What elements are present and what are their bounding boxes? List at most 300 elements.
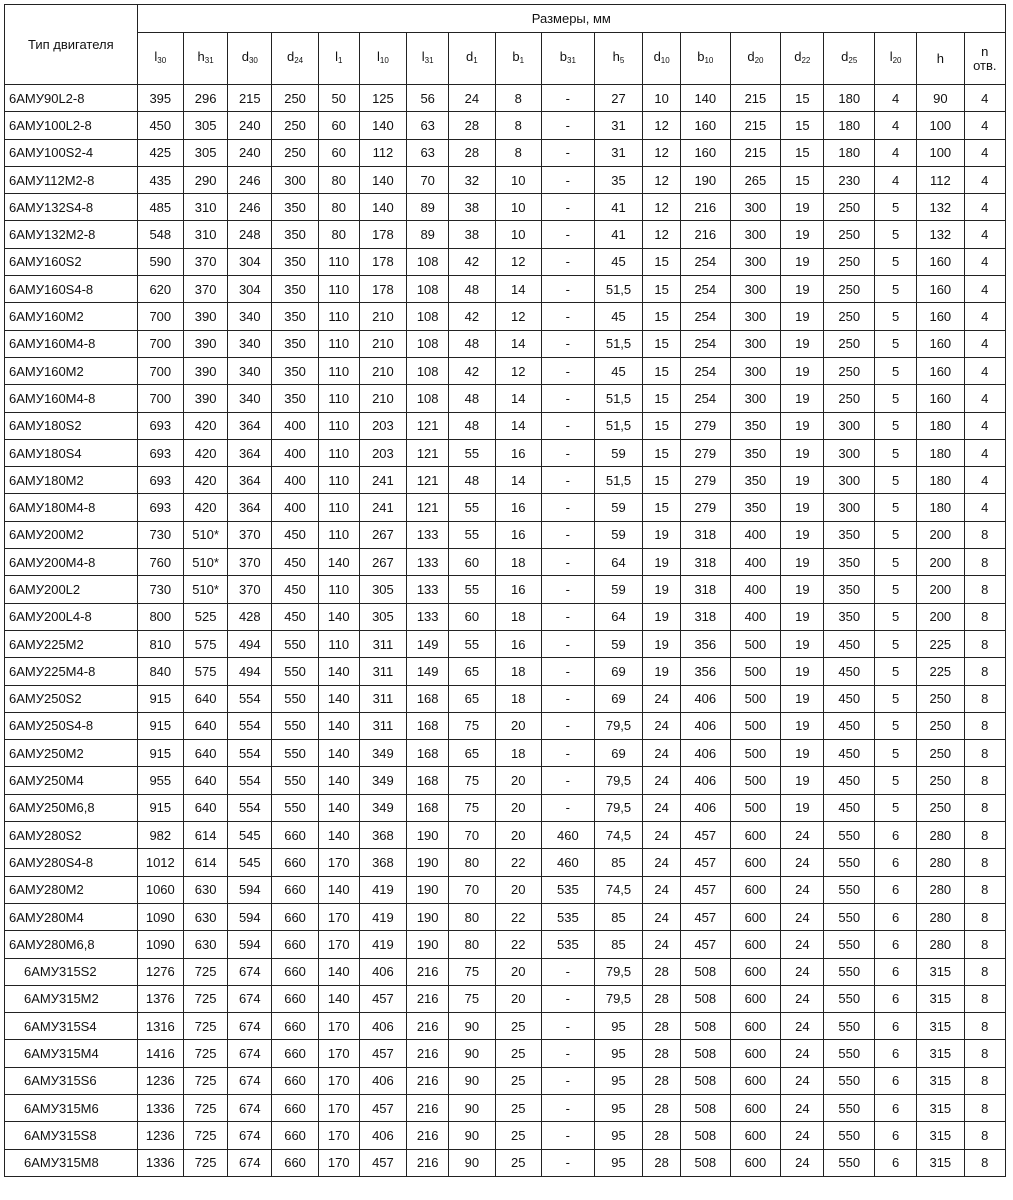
- table-row: [5, 630, 1006, 657]
- dimension-cell: 79,5: [594, 712, 643, 739]
- dimension-cell: 349: [359, 794, 406, 821]
- dimension-cell: 508: [681, 1149, 731, 1176]
- dimension-cell: 14: [495, 412, 541, 439]
- dimension-cell: 550: [824, 903, 875, 930]
- dimension-cell: 160: [681, 139, 731, 166]
- dimension-cell: 80: [449, 931, 495, 958]
- dimension-cell: 660: [272, 1040, 318, 1067]
- column-header: [594, 33, 643, 85]
- dimension-cell: 225: [917, 658, 964, 685]
- dimension-cell: 457: [681, 822, 731, 849]
- dimension-cell: 340: [228, 303, 272, 330]
- dimension-cell: 640: [183, 712, 227, 739]
- dimension-cell: -: [541, 794, 594, 821]
- dimension-cell: 318: [681, 603, 731, 630]
- dimension-cell: 28: [643, 985, 681, 1012]
- dimension-cell: 554: [228, 767, 272, 794]
- table-row: [5, 876, 1006, 903]
- dimension-cell: 457: [681, 876, 731, 903]
- dimension-cell: 406: [681, 740, 731, 767]
- dimension-cell: 5: [875, 439, 917, 466]
- dimension-cell: 51,5: [594, 385, 643, 412]
- dimension-cell: 180: [917, 439, 964, 466]
- dimension-cell: 100: [917, 112, 964, 139]
- dimension-cell: 310: [183, 221, 227, 248]
- dimension-cell: 75: [449, 985, 495, 1012]
- dimension-cell: -: [541, 767, 594, 794]
- dimension-cell: 27: [594, 85, 643, 112]
- dimension-cell: 19: [781, 603, 824, 630]
- dimension-cell: 500: [730, 740, 781, 767]
- motor-type-cell: 6АМУ200M2: [5, 521, 138, 548]
- dimension-cell: -: [541, 412, 594, 439]
- dimension-cell: 725: [183, 1067, 227, 1094]
- dimension-cell: 660: [272, 903, 318, 930]
- table-row: [5, 194, 1006, 221]
- dimension-cell: 548: [137, 221, 183, 248]
- table-row: [5, 330, 1006, 357]
- dimension-cell: 340: [228, 357, 272, 384]
- column-header-symbol: b: [512, 48, 520, 64]
- dimension-cell: 4: [964, 330, 1005, 357]
- dimension-cell: 24: [781, 931, 824, 958]
- dimension-cell: 674: [228, 1040, 272, 1067]
- dimension-cell: -: [541, 494, 594, 521]
- dimension-cell: 140: [318, 985, 359, 1012]
- dimension-cell: 508: [681, 1094, 731, 1121]
- dimension-cell: 406: [681, 685, 731, 712]
- dimension-cell: 693: [137, 439, 183, 466]
- dimension-cell: 457: [359, 1040, 406, 1067]
- dimension-cell: 24: [781, 1094, 824, 1121]
- dimension-cell: 15: [643, 276, 681, 303]
- dimension-cell: 79,5: [594, 985, 643, 1012]
- dimension-cell: 180: [824, 112, 875, 139]
- dimension-cell: 16: [495, 521, 541, 548]
- dimension-cell: 168: [407, 712, 449, 739]
- dimension-cell: 65: [449, 685, 495, 712]
- dimension-cell: 660: [272, 1013, 318, 1040]
- dimension-cell: 110: [318, 412, 359, 439]
- dimension-cell: 5: [875, 658, 917, 685]
- dimension-cell: 300: [730, 248, 781, 275]
- dimension-cell: 419: [359, 876, 406, 903]
- dimension-cell: 38: [449, 221, 495, 248]
- dimension-cell: 19: [781, 276, 824, 303]
- dimension-cell: 700: [137, 330, 183, 357]
- dimension-cell: 15: [643, 494, 681, 521]
- dimension-cell: 24: [781, 1013, 824, 1040]
- motor-type-cell: 6АМУ180M4-8: [5, 494, 138, 521]
- column-header: [875, 33, 917, 85]
- dimension-cell: 133: [407, 576, 449, 603]
- dimension-cell: 350: [824, 603, 875, 630]
- column-header-symbol: d: [653, 48, 661, 64]
- table-row: [5, 603, 1006, 630]
- motor-type-cell: 6АМУ160S4-8: [5, 276, 138, 303]
- dimension-cell: 20: [495, 794, 541, 821]
- column-header-symbol: l: [335, 48, 338, 64]
- dimension-cell: 450: [824, 658, 875, 685]
- column-header-subscript: 20: [892, 55, 902, 65]
- column-header-symbol: h: [612, 48, 620, 64]
- dimension-cell: 457: [681, 931, 731, 958]
- dimension-cell: 5: [875, 494, 917, 521]
- table-row: [5, 439, 1006, 466]
- dimension-cell: 19: [781, 658, 824, 685]
- dimension-cell: 110: [318, 330, 359, 357]
- dimension-cell: 48: [449, 276, 495, 303]
- dimension-cell: 390: [183, 357, 227, 384]
- dimension-cell: 250: [824, 248, 875, 275]
- dimension-cell: 280: [917, 903, 964, 930]
- dimension-cell: 280: [917, 931, 964, 958]
- column-header: [917, 33, 964, 85]
- dimension-cell: 121: [407, 494, 449, 521]
- dimension-cell: 178: [359, 276, 406, 303]
- column-header-symbol: d: [794, 48, 802, 64]
- dimension-cell: 318: [681, 549, 731, 576]
- dimension-cell: -: [541, 1122, 594, 1149]
- dimension-cell: 24: [643, 794, 681, 821]
- dimension-cell: 16: [495, 630, 541, 657]
- dimension-cell: 28: [643, 1122, 681, 1149]
- dimension-cell: 41: [594, 221, 643, 248]
- dimension-cell: 4: [964, 276, 1005, 303]
- dimension-cell: 600: [730, 903, 781, 930]
- dimension-cell: 450: [824, 767, 875, 794]
- dimension-cell: 350: [824, 549, 875, 576]
- dimension-cell: -: [541, 712, 594, 739]
- dimension-cell: 108: [407, 303, 449, 330]
- column-header: [137, 33, 183, 85]
- dimension-cell: 45: [594, 357, 643, 384]
- dimension-cell: 48: [449, 330, 495, 357]
- dimension-cell: 250: [824, 194, 875, 221]
- dimension-cell: 180: [824, 85, 875, 112]
- dimension-cell: 15: [643, 439, 681, 466]
- dimension-cell: 24: [643, 849, 681, 876]
- dimension-cell: 554: [228, 685, 272, 712]
- table-row: [5, 521, 1006, 548]
- dimension-cell: 435: [137, 166, 183, 193]
- column-header-note: отв.: [973, 57, 997, 73]
- dimension-cell: 38: [449, 194, 495, 221]
- dimension-cell: 600: [730, 1122, 781, 1149]
- dimension-cell: 660: [272, 876, 318, 903]
- dimension-cell: 5: [875, 330, 917, 357]
- dimension-cell: 550: [824, 1013, 875, 1040]
- dimension-cell: 300: [824, 412, 875, 439]
- dimension-cell: 12: [643, 194, 681, 221]
- column-header-symbol: l: [377, 48, 380, 64]
- column-header-subscript: 1: [337, 55, 343, 65]
- dimension-cell: 500: [730, 794, 781, 821]
- dimension-cell: -: [541, 685, 594, 712]
- dimension-cell: 85: [594, 849, 643, 876]
- dimension-cell: 24: [643, 822, 681, 849]
- dimension-cell: 8: [964, 603, 1005, 630]
- dimension-cell: 614: [183, 822, 227, 849]
- dimension-cell: 420: [183, 439, 227, 466]
- column-header: [359, 33, 406, 85]
- dimension-cell: 19: [781, 385, 824, 412]
- dimension-cell: 400: [272, 494, 318, 521]
- dimension-cell: 95: [594, 1013, 643, 1040]
- dimension-cell: 279: [681, 494, 731, 521]
- dimension-cell: 5: [875, 412, 917, 439]
- dimension-cell: 110: [318, 276, 359, 303]
- dimension-cell: 69: [594, 740, 643, 767]
- dimension-cell: 85: [594, 931, 643, 958]
- dimension-cell: 674: [228, 1122, 272, 1149]
- dimension-cell: 8: [964, 630, 1005, 657]
- dimension-cell: 508: [681, 1013, 731, 1040]
- dimension-cell: 59: [594, 630, 643, 657]
- dimension-cell: 241: [359, 467, 406, 494]
- dimension-cell: -: [541, 357, 594, 384]
- dimension-cell: 5: [875, 357, 917, 384]
- motor-type-header: Тип двигателя: [5, 5, 138, 85]
- dimension-cell: 60: [449, 549, 495, 576]
- dimension-cell: 760: [137, 549, 183, 576]
- column-header: [964, 33, 1005, 85]
- dimension-cell: 6: [875, 1040, 917, 1067]
- dimension-cell: 810: [137, 630, 183, 657]
- dimension-cell: 280: [917, 849, 964, 876]
- dimension-cell: 110: [318, 494, 359, 521]
- dimension-cell: 450: [824, 712, 875, 739]
- dimension-cell: 594: [228, 931, 272, 958]
- dimension-cell: 550: [824, 822, 875, 849]
- dimension-cell: 550: [824, 876, 875, 903]
- dimension-cell: -: [541, 958, 594, 985]
- dimension-cell: 300: [824, 494, 875, 521]
- dimension-cell: 203: [359, 439, 406, 466]
- motor-type-cell: 6АМУ250M2: [5, 740, 138, 767]
- dimension-cell: 215: [730, 112, 781, 139]
- dimension-cell: 8: [964, 822, 1005, 849]
- dimension-cell: 356: [681, 658, 731, 685]
- dimension-cell: 550: [272, 712, 318, 739]
- table-row: [5, 685, 1006, 712]
- column-header-symbol: l: [889, 48, 893, 64]
- motor-type-cell: 6АМУ180S4: [5, 439, 138, 466]
- dimension-cell: 350: [824, 576, 875, 603]
- dimension-cell: 305: [359, 603, 406, 630]
- dimension-cell: 290: [183, 166, 227, 193]
- dimension-cell: 24: [643, 740, 681, 767]
- dimension-cell: 18: [495, 658, 541, 685]
- dimension-cell: 350: [730, 412, 781, 439]
- dimension-cell: 24: [643, 931, 681, 958]
- dimension-cell: 108: [407, 248, 449, 275]
- motor-type-cell: 6АМУ315S6: [5, 1067, 138, 1094]
- dimension-cell: 35: [594, 166, 643, 193]
- table-row: [5, 303, 1006, 330]
- dimension-cell: 79,5: [594, 767, 643, 794]
- dimension-cell: 200: [917, 576, 964, 603]
- dimension-cell: -: [541, 467, 594, 494]
- dimension-cell: 51,5: [594, 412, 643, 439]
- dimension-cell: 45: [594, 303, 643, 330]
- table-row: [5, 903, 1006, 930]
- dimension-cell: 246: [228, 166, 272, 193]
- dimension-cell: -: [541, 439, 594, 466]
- dimension-cell: 25: [495, 1013, 541, 1040]
- dimension-cell: 620: [137, 276, 183, 303]
- dimension-cell: 140: [318, 712, 359, 739]
- dimension-cell: 51,5: [594, 276, 643, 303]
- dimension-cell: 8: [964, 876, 1005, 903]
- dimension-cell: 594: [228, 903, 272, 930]
- dimension-cell: 18: [495, 603, 541, 630]
- dimension-cell: 160: [917, 276, 964, 303]
- dimension-cell: 90: [449, 1094, 495, 1121]
- dimension-cell: 190: [407, 903, 449, 930]
- column-header-subscript: 24: [294, 55, 304, 65]
- dimension-cell: 725: [183, 1094, 227, 1121]
- dimension-cell: 69: [594, 658, 643, 685]
- dimension-cell: 110: [318, 576, 359, 603]
- dimension-cell: -: [541, 1013, 594, 1040]
- dimension-cell: 14: [495, 330, 541, 357]
- dimension-cell: -: [541, 630, 594, 657]
- dimension-cell: 300: [730, 357, 781, 384]
- motor-type-cell: 6АМУ315M2: [5, 985, 138, 1012]
- column-header: [730, 33, 781, 85]
- dimension-cell: 5: [875, 630, 917, 657]
- column-header-symbol: h: [197, 48, 205, 64]
- dimension-cell: 311: [359, 712, 406, 739]
- dimension-cell: 600: [730, 849, 781, 876]
- column-header-symbol: d: [466, 48, 474, 64]
- dimension-cell: 267: [359, 549, 406, 576]
- dimension-cell: 19: [781, 630, 824, 657]
- dimension-cell: -: [541, 1094, 594, 1121]
- dimension-cell: 8: [964, 931, 1005, 958]
- dimension-cell: 250: [824, 303, 875, 330]
- dimension-cell: 340: [228, 330, 272, 357]
- dimension-cell: 250: [917, 794, 964, 821]
- dimension-cell: 19: [781, 576, 824, 603]
- dimension-cell: 660: [272, 958, 318, 985]
- motor-type-cell: 6АМУ180S2: [5, 412, 138, 439]
- dimension-cell: 24: [643, 712, 681, 739]
- dimension-cell: 74,5: [594, 876, 643, 903]
- motor-type-cell: 6АМУ90L2-8: [5, 85, 138, 112]
- dimension-cell: 112: [359, 139, 406, 166]
- dimension-cell: 350: [730, 439, 781, 466]
- dimension-cell: 8: [964, 521, 1005, 548]
- dimension-cell: 90: [449, 1013, 495, 1040]
- dimension-cell: 90: [449, 1149, 495, 1176]
- dimension-cell: 59: [594, 439, 643, 466]
- dimension-cell: 132: [917, 194, 964, 221]
- dimension-cell: 24: [781, 1040, 824, 1067]
- motor-type-cell: 6АМУ132S4-8: [5, 194, 138, 221]
- dimension-cell: 304: [228, 276, 272, 303]
- dimension-cell: 315: [917, 958, 964, 985]
- dimension-cell: 28: [643, 1094, 681, 1121]
- dimension-cell: 550: [272, 630, 318, 657]
- dimension-cell: 296: [183, 85, 227, 112]
- dimension-cell: 1416: [137, 1040, 183, 1067]
- dimension-cell: 110: [318, 521, 359, 548]
- dimension-cell: 20: [495, 958, 541, 985]
- dimension-cell: 450: [824, 740, 875, 767]
- dimension-cell: 22: [495, 931, 541, 958]
- dimension-cell: 15: [643, 357, 681, 384]
- motor-type-cell: 6АМУ160M2: [5, 357, 138, 384]
- dimension-cell: 60: [449, 603, 495, 630]
- dimension-cell: 42: [449, 357, 495, 384]
- motor-type-cell: 6АМУ315S2: [5, 958, 138, 985]
- dimension-cell: 19: [781, 794, 824, 821]
- column-header-subscript: 10: [379, 55, 389, 65]
- dimension-cell: 100: [917, 139, 964, 166]
- dimension-cell: 28: [449, 139, 495, 166]
- dimension-cell: 240: [228, 139, 272, 166]
- dimension-cell: 250: [917, 740, 964, 767]
- dimension-cell: 170: [318, 931, 359, 958]
- dimension-cell: 1060: [137, 876, 183, 903]
- dimension-cell: 508: [681, 985, 731, 1012]
- dimension-cell: 250: [824, 276, 875, 303]
- dimension-cell: 168: [407, 767, 449, 794]
- dimension-cell: 19: [643, 630, 681, 657]
- dimension-cell: 6: [875, 1094, 917, 1121]
- dimension-cell: 200: [917, 521, 964, 548]
- dimension-cell: 95: [594, 1040, 643, 1067]
- dimension-cell: 24: [643, 876, 681, 903]
- dimension-cell: -: [541, 85, 594, 112]
- dimension-cell: 31: [594, 112, 643, 139]
- column-header-subscript: 30: [157, 55, 167, 65]
- dimension-cell: 59: [594, 576, 643, 603]
- dimension-cell: 20: [495, 712, 541, 739]
- dimension-cell: 14: [495, 276, 541, 303]
- dimension-cell: 554: [228, 712, 272, 739]
- column-header-subscript: 1: [519, 55, 525, 65]
- dimension-cell: -: [541, 985, 594, 1012]
- dimension-cell: 305: [183, 139, 227, 166]
- dimension-cell: 1090: [137, 903, 183, 930]
- dimension-cell: 190: [407, 876, 449, 903]
- dimension-cell: 304: [228, 248, 272, 275]
- dimension-cell: 600: [730, 1094, 781, 1121]
- dimension-cell: 19: [781, 412, 824, 439]
- dimension-cell: 14: [495, 467, 541, 494]
- column-header-subscript: 20: [754, 55, 764, 65]
- dimension-cell: 350: [272, 276, 318, 303]
- dimension-cell: 250: [824, 385, 875, 412]
- dimension-cell: 140: [359, 194, 406, 221]
- dimension-cell: 24: [781, 822, 824, 849]
- dimension-cell: 450: [137, 112, 183, 139]
- table-row: [5, 1067, 1006, 1094]
- dimension-cell: 300: [730, 194, 781, 221]
- dimension-cell: 982: [137, 822, 183, 849]
- dimension-cell: 508: [681, 1067, 731, 1094]
- dimension-cell: 110: [318, 248, 359, 275]
- dimension-cell: 300: [730, 221, 781, 248]
- dimension-cell: 4: [964, 221, 1005, 248]
- dimension-cell: 350: [272, 385, 318, 412]
- dimension-cell: 350: [730, 494, 781, 521]
- dimension-cell: 5: [875, 194, 917, 221]
- dimension-cell: 280: [917, 822, 964, 849]
